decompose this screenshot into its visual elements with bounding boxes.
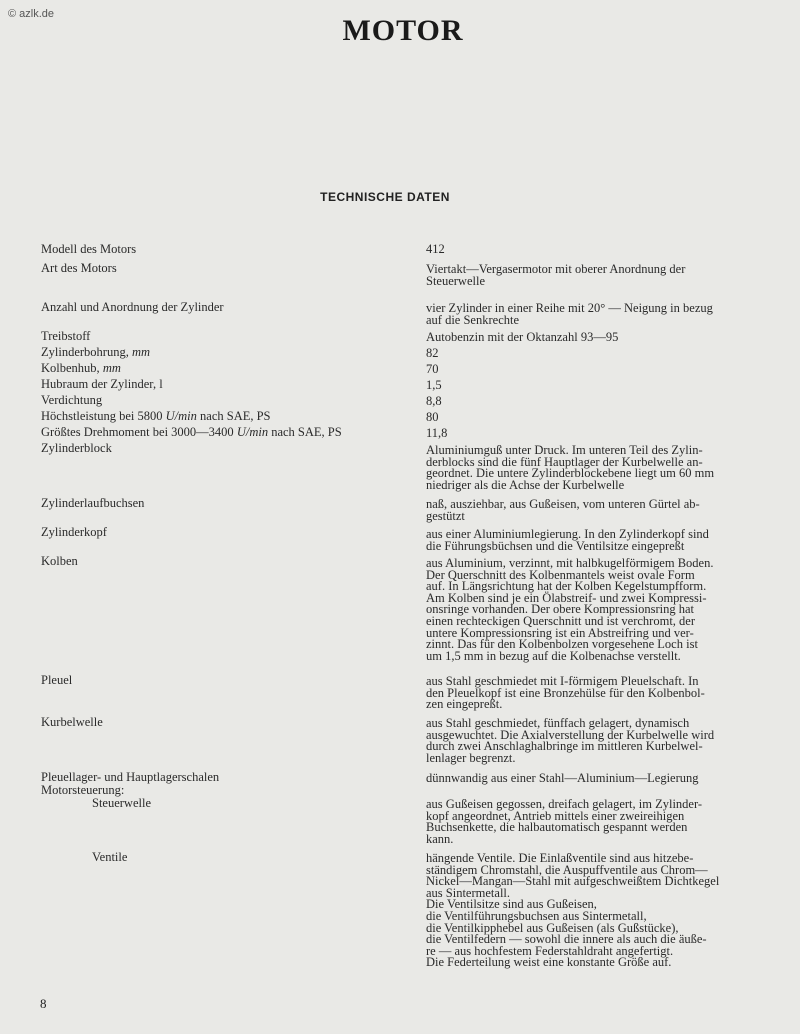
spec-label: Modell des Motors xyxy=(41,242,137,256)
spec-label: Art des Motors xyxy=(41,261,117,275)
spec-value: 11,8 xyxy=(426,426,448,440)
spec-value: aus Gußeisen gegossen, dreifach gelagert, im Zylinder- kopf angeordnet, Antrieb mittels einer zweireihigen Buchsenkette, die halbautomatisch gespannt werden kann. xyxy=(426,797,703,846)
spec-label: Kolben xyxy=(41,554,78,568)
spec-label: Zylinderlaufbuchsen xyxy=(41,496,145,510)
section-title: TECHNISCHE DATEN xyxy=(320,190,450,204)
page-number: 8 xyxy=(40,996,47,1011)
spec-value: Viertakt—Vergasermotor mit oberer Anordnung der Steuerwelle xyxy=(426,262,686,288)
spec-label: Größtes Drehmoment bei 3000—3400 U/min nach SAE, PS xyxy=(41,425,342,439)
page-title: MOTOR xyxy=(342,14,464,47)
spec-label: Hubraum der Zylinder, l xyxy=(41,377,163,391)
spec-label: Pleuellager- und Hauptlagerschalen xyxy=(41,770,220,784)
spec-label: Zylinderkopf xyxy=(41,525,107,539)
spec-value: dünnwandig aus einer Stahl—Aluminium—Legierung xyxy=(426,771,699,785)
spec-label: Zylinderblock xyxy=(41,441,112,455)
spec-value: aus Aluminium, verzinnt, mit halbkugelförmigem Boden. Der Querschnitt des Kolbenmantels weist ovale Form auf. In Längsrichtung hat der Kolben Kegelstumpfform. Am Kolben sind je ein Ölabstreif- und zwei Kompressi- onsringe vorhanden. Der obere Kompressionsring hat einen rechteckigen Querschnitt und ist verchromt, der untere Kompressionsring ist ein Abstreifring und ver- zinnt. Das für den Kolbenbolzen vorgesehene Loch ist um 1,5 mm in bezug auf die Kolbenachse verstellt. xyxy=(426,556,714,663)
spec-value: 80 xyxy=(426,410,439,424)
spec-value: 412 xyxy=(426,242,445,256)
spec-label: Kolbenhub, mm xyxy=(41,361,121,375)
spec-label: Höchstleistung bei 5800 U/min nach SAE, PS xyxy=(41,409,271,423)
spec-value: 8,8 xyxy=(426,394,442,408)
spec-label: Pleuel xyxy=(41,673,73,687)
spec-group-label: Motorsteuerung: xyxy=(41,783,125,797)
spec-value: Aluminiumguß unter Druck. Im unteren Teil des Zylin- derblocks sind die fünf Hauptlager der Kurbelwelle an- geordnet. Die untere Zylinderblockebene liegt um 60 mm niedriger als die Achse der Kurbelwelle xyxy=(426,443,715,492)
spec-label: Verdichtung xyxy=(41,393,103,407)
spec-value: Autobenzin mit der Oktanzahl 93—95 xyxy=(426,330,619,344)
spec-value: naß, ausziehbar, aus Gußeisen, vom unteren Gürtel ab- gestützt xyxy=(426,497,700,523)
spec-value: aus einer Aluminiumlegierung. In den Zylinderkopf sind die Führungsbüchsen und die Ventilsitze eingepreßt xyxy=(426,527,709,553)
spec-label: Kurbelwelle xyxy=(41,715,103,729)
spec-label: Treibstoff xyxy=(41,329,91,343)
spec-value: aus Stahl geschmiedet, fünffach gelagert, dynamisch ausgewuchtet. Die Axialverstellung der Kurbelwelle wird durch zwei Anschlaghalbringe im mittleren Kurbelwel- lenlager begrenzt. xyxy=(426,716,715,765)
spec-label: Steuerwelle xyxy=(92,796,152,810)
spec-value: 70 xyxy=(426,362,439,376)
spec-value: hängende Ventile. Die Einlaßventile sind aus hitzebe- ständigem Chromstahl, die Auspuffventile aus Chrom— Nickel—Mangan—Stahl mit aufgeschweißtem Dichtkegel aus Sintermetall. Die Ventilsitze sind aus Gußeisen, die Ventilführungsbuchsen aus Sintermetall, die Ventilkipphebel aus Gußeisen (als Gußstücke), die Ventilfedern — sowohl die innere als auch die äuße- re — aus hochfestem Federstahldraht angefertigt. Die Federteilung weist eine konstante Größe auf. xyxy=(426,851,720,970)
spec-value: 82 xyxy=(426,346,439,360)
watermark: © azlk.de xyxy=(8,8,55,20)
spec-value: 1,5 xyxy=(426,378,442,392)
spec-value: vier Zylinder in einer Reihe mit 20° — Neigung in bezug auf die Senkrechte xyxy=(426,301,713,327)
spec-value: aus Stahl geschmiedet mit I-förmigem Pleuelschaft. In den Pleuelkopf ist eine Bronzehülse für den Kolbenbol- zen eingepreßt. xyxy=(426,674,705,712)
spec-label: Ventile xyxy=(92,850,128,864)
spec-label: Anzahl und Anordnung der Zylinder xyxy=(41,300,224,314)
spec-label: Zylinderbohrung, mm xyxy=(41,345,151,359)
